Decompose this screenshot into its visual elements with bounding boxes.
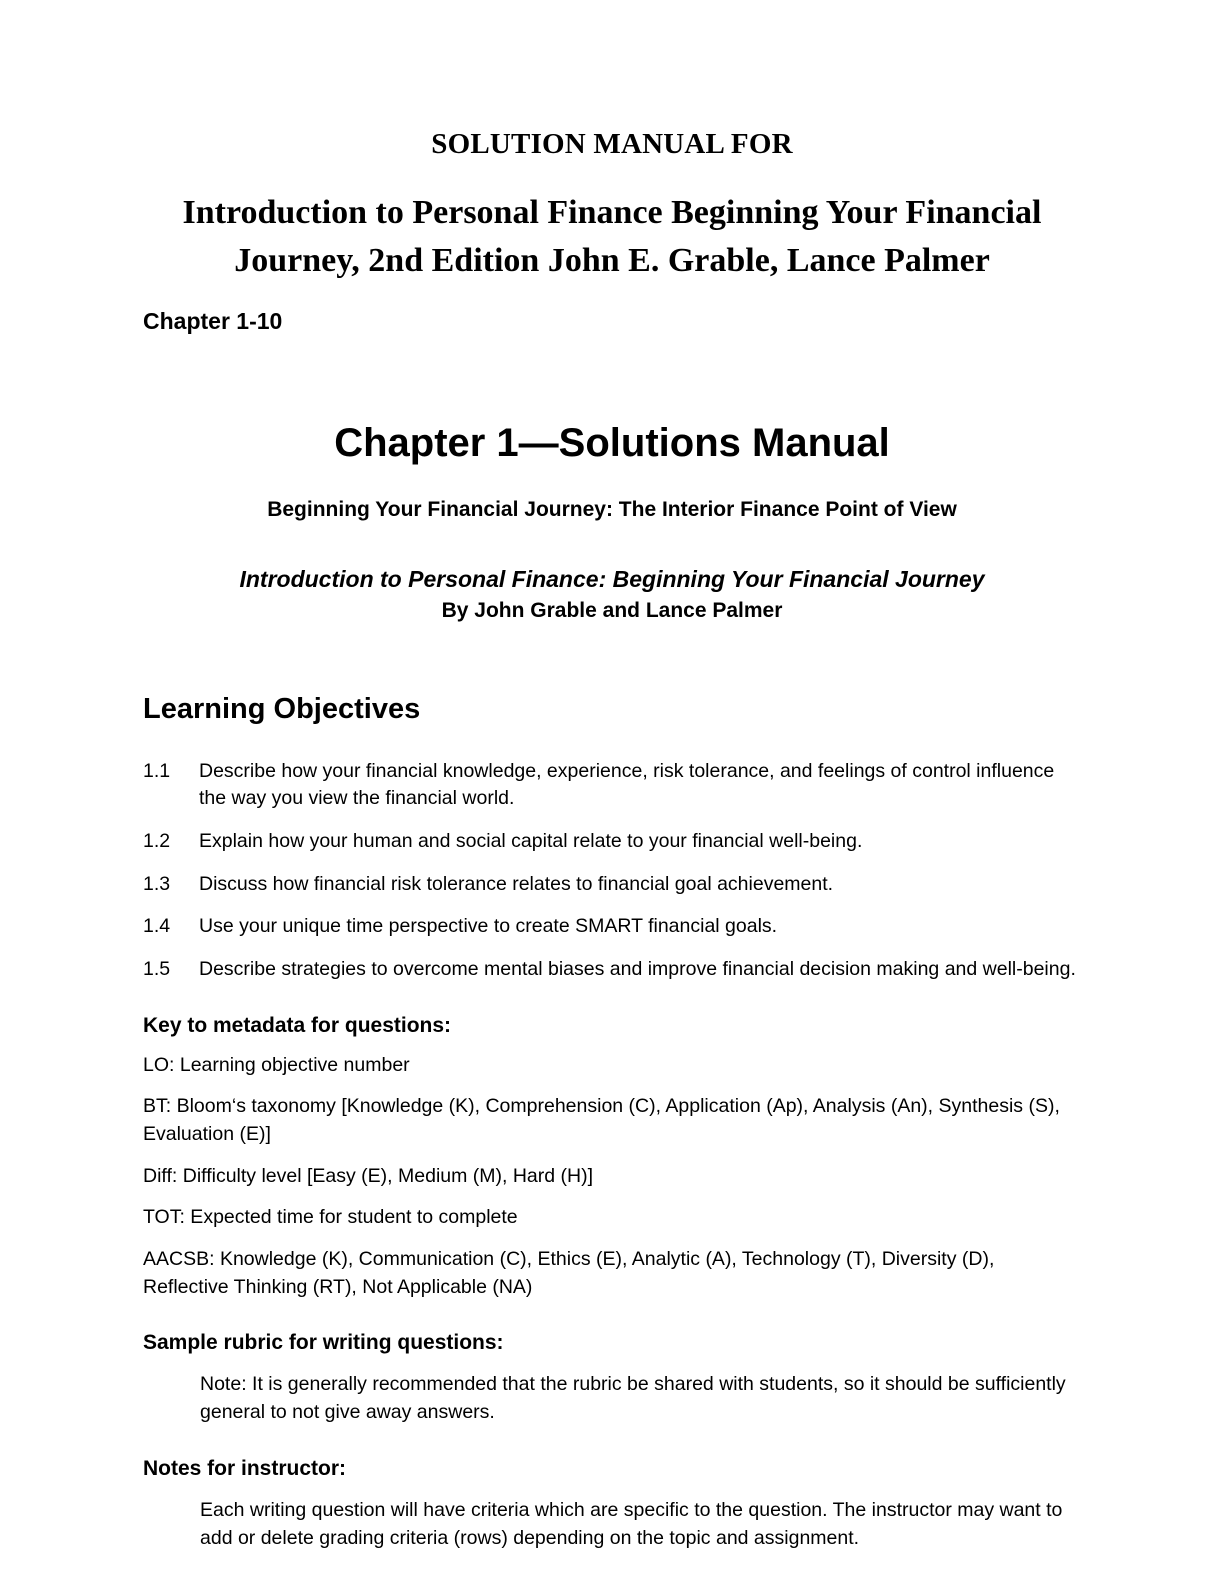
objective-number: 1.4 (143, 915, 171, 938)
rubric-heading: Sample rubric for writing questions: (143, 1331, 504, 1355)
learning-objective-item (143, 758, 1081, 813)
metadata-key-line: BT: Bloom‘s taxonomy [Knowledge (K), Comprehension (C), Application (Ap), Analysis (An), Synthesis (S), Evaluation (E)] (143, 1095, 1060, 1146)
author-byline: By John Grable and Lance Palmer (441, 598, 783, 622)
learning-objectives-list (143, 758, 1081, 984)
learning-objective-item (143, 956, 1081, 984)
metadata-key-line: LO: Learning objective number (143, 1053, 410, 1076)
objective-text: Use your unique time perspective to create SMART financial goals. (199, 915, 778, 938)
chapter-range-label: Chapter 1-10 (143, 307, 283, 334)
book-main-title: Introduction to Personal Finance Beginning Your Financial Journey, 2nd Edition John E. Grable, Lance Palmer (182, 194, 1042, 280)
learning-objective-item (143, 828, 1081, 856)
learning-objective-item (143, 913, 1081, 941)
objective-text: Describe how your financial knowledge, experience, risk tolerance, and feelings of control influence the way you view the financial world. (199, 759, 1055, 810)
chapter-title: Chapter 1—Solutions Manual (334, 420, 890, 465)
book-title: Introduction to Personal Finance: Beginning Your Financial Journey (239, 565, 985, 592)
metadata-key-line: TOT: Expected time for student to complete (143, 1206, 518, 1229)
objective-text: Discuss how financial risk tolerance relates to financial goal achievement. (199, 872, 834, 895)
chapter-subtitle: Beginning Your Financial Journey: The Interior Finance Point of View (267, 497, 957, 521)
solution-manual-kicker: SOLUTION MANUAL FOR (431, 128, 793, 160)
objective-text: Explain how your human and social capital relate to your financial well-being. (199, 829, 863, 852)
learning-objectives-heading: Learning Objectives (143, 692, 421, 725)
metadata-key-line: AACSB: Knowledge (K), Communication (C), Ethics (E), Analytic (A), Technology (T), Diversity (D), Reflective Thinking (RT), Not Applicable (NA) (143, 1248, 995, 1298)
objective-number: 1.5 (143, 957, 171, 980)
objective-text: Describe strategies to overcome mental biases and improve financial decision making and well-being. (199, 957, 1076, 980)
objective-number: 1.3 (143, 872, 171, 895)
metadata-key-line: Diff: Difficulty level [Easy (E), Medium (M), Hard (H)] (143, 1164, 594, 1187)
instructor-notes-heading: Notes for instructor: (143, 1456, 347, 1480)
rubric-note: Note: It is generally recommended that the rubric be shared with students, so it should be sufficiently general to not give away answers. (200, 1373, 1066, 1424)
learning-objective-item (143, 871, 1081, 899)
objective-number: 1.1 (143, 759, 171, 782)
objective-number: 1.2 (143, 829, 171, 852)
instructor-notes-text: Each writing question will have criteria which are specific to the question. The instructor may want to add or delete grading criteria (rows) depending on the topic and assignment. (200, 1498, 1063, 1549)
metadata-key-heading: Key to metadata for questions: (143, 1013, 452, 1037)
